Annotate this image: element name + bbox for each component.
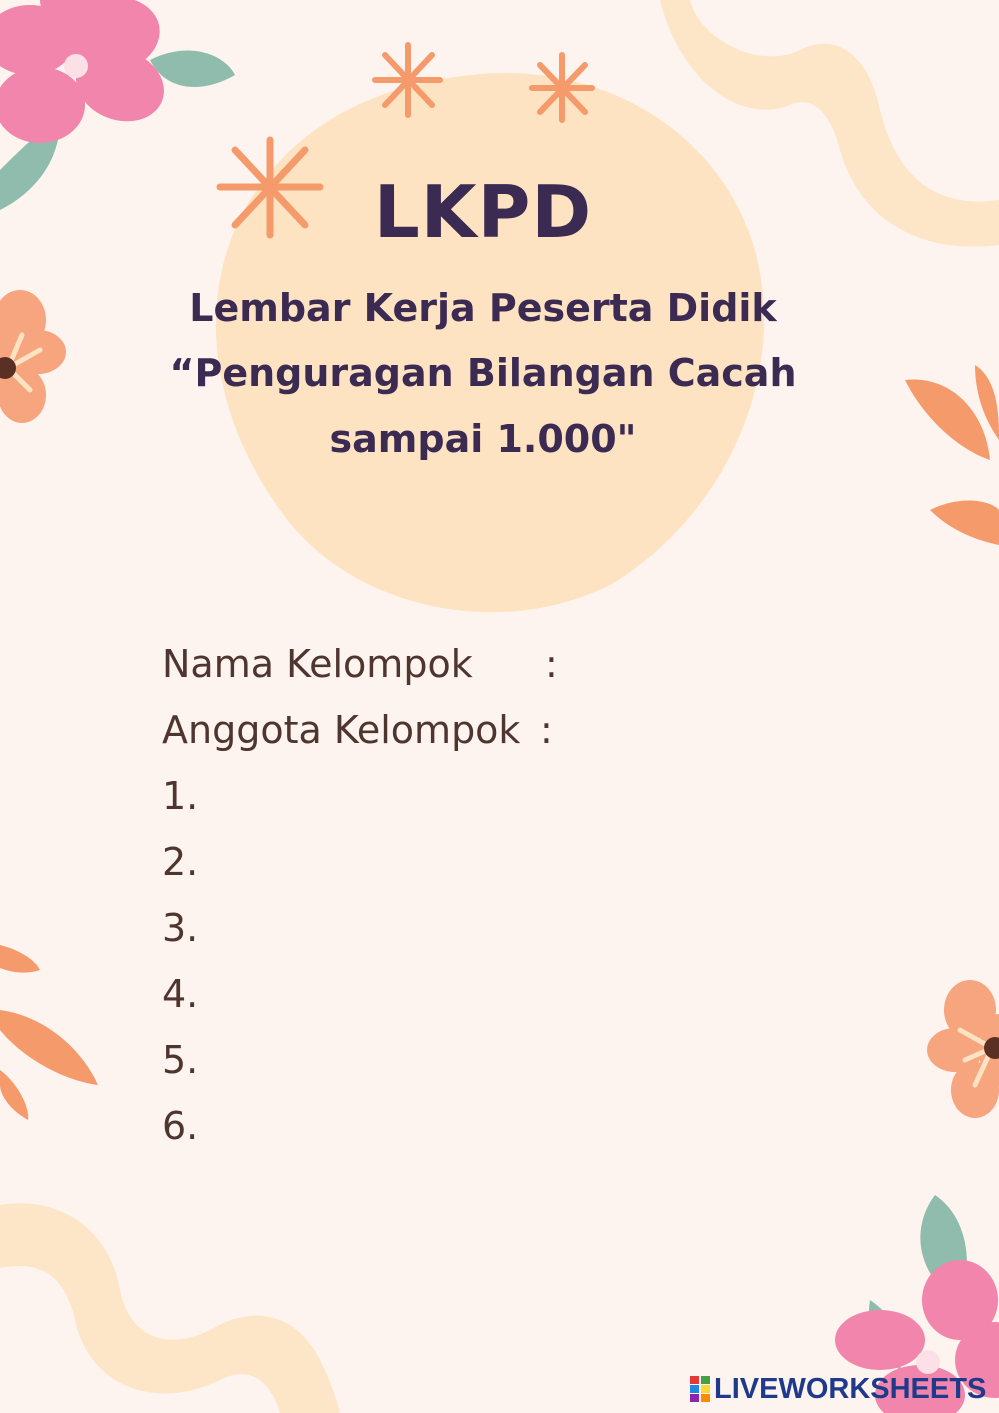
- member-number-4: 4.: [162, 972, 199, 1016]
- subtitle-line-1: Lembar Kerja Peserta Didik: [189, 286, 777, 330]
- leaf-icon: [0, 945, 98, 1120]
- group-members-label: Anggota Kelompok: [162, 708, 521, 752]
- liveworksheets-logo[interactable]: [690, 1372, 986, 1406]
- member-number-5: 5.: [162, 1038, 199, 1082]
- page-title: LKPD: [373, 170, 593, 254]
- member-number-1: 1.: [162, 774, 199, 818]
- group-members-colon: :: [540, 708, 553, 752]
- subtitle-line-2: “Penguragan Bilangan Cacah: [169, 351, 797, 395]
- group-name-colon: :: [545, 642, 558, 686]
- member-number-3: 3.: [162, 906, 199, 950]
- star-icon: [532, 55, 592, 120]
- group-name-label: Nama Kelompok: [162, 642, 473, 686]
- star-icon: [375, 45, 440, 115]
- liveworksheets-text: LIVEWORKSHEETS: [714, 1372, 987, 1405]
- wave-bottom-left: [0, 1203, 340, 1413]
- orange-flower-icon: [927, 980, 999, 1118]
- member-number-2: 2.: [162, 840, 199, 884]
- subtitle-line-3: sampai 1.000": [329, 417, 637, 461]
- member-number-6: 6.: [162, 1104, 199, 1148]
- liveworksheets-logo-icon: [690, 1376, 710, 1402]
